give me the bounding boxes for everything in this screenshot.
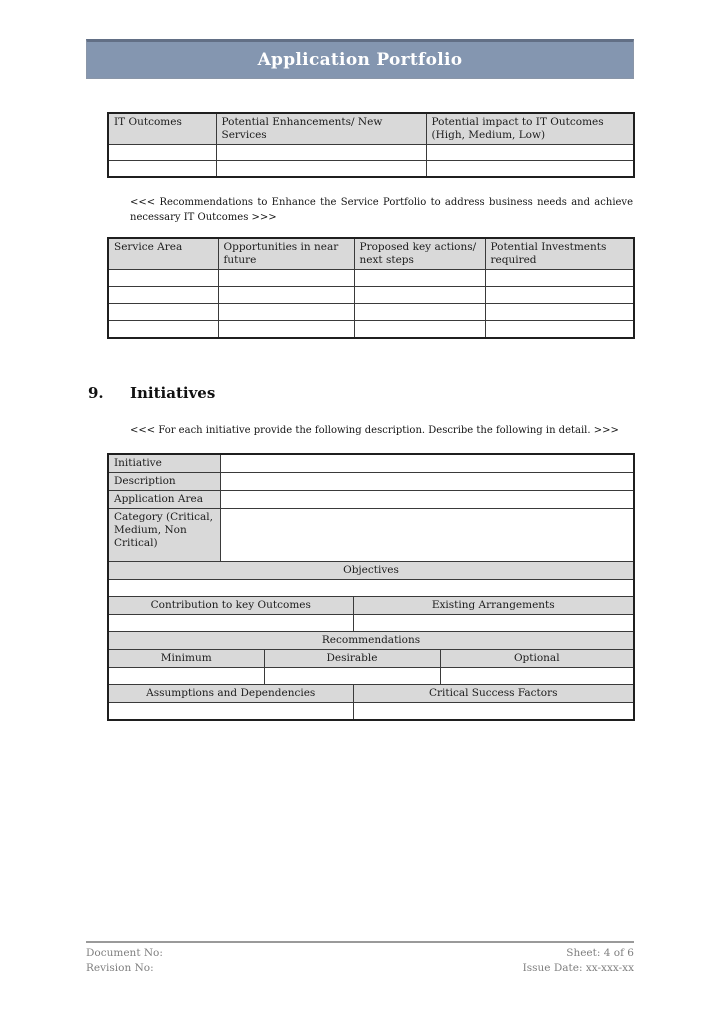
section-header: Optional bbox=[440, 650, 634, 668]
section-header-row bbox=[108, 650, 634, 668]
section-number: 9. bbox=[88, 384, 104, 402]
empty-cell bbox=[264, 668, 440, 685]
table-row bbox=[108, 145, 634, 161]
table-row bbox=[108, 287, 634, 304]
empty-cell bbox=[220, 454, 634, 473]
section-header: Recommendations bbox=[108, 632, 634, 650]
table-header-row bbox=[108, 113, 634, 145]
empty-cell bbox=[108, 703, 353, 721]
empty-cell bbox=[353, 703, 634, 721]
section-header: Desirable bbox=[264, 650, 440, 668]
table-row bbox=[108, 304, 634, 321]
empty-cell bbox=[218, 321, 354, 339]
empty-cell bbox=[108, 304, 218, 321]
section-header: Objectives bbox=[108, 562, 634, 580]
it-outcomes-table bbox=[107, 112, 635, 178]
document-no-label: Document No: bbox=[86, 947, 163, 959]
section-header: Existing Arrangements bbox=[353, 597, 634, 615]
field-label: Category (Critical, Medium, Non Critical) bbox=[108, 509, 220, 562]
table-row bbox=[108, 161, 634, 178]
empty-cell bbox=[485, 270, 634, 287]
empty-cell bbox=[108, 161, 216, 178]
column-header: Service Area bbox=[108, 238, 218, 270]
empty-cell bbox=[216, 161, 426, 178]
section-header-row bbox=[108, 562, 634, 580]
empty-cell bbox=[485, 287, 634, 304]
empty-cell bbox=[354, 321, 485, 339]
table-row bbox=[108, 270, 634, 287]
section-header-row bbox=[108, 597, 634, 615]
empty-cell bbox=[426, 145, 634, 161]
revision-no-label: Revision No: bbox=[86, 962, 154, 974]
empty-cell bbox=[218, 270, 354, 287]
service-area-table bbox=[107, 237, 635, 339]
field-row bbox=[108, 454, 634, 473]
section-header: Minimum bbox=[108, 650, 264, 668]
field-row bbox=[108, 491, 634, 509]
page-footer bbox=[86, 941, 634, 976]
table-row bbox=[108, 321, 634, 339]
issue-date-label: Issue Date: xx-xxx-xx bbox=[522, 962, 634, 974]
page-title: Application Portfolio bbox=[257, 50, 463, 70]
empty-cell bbox=[218, 304, 354, 321]
section-header-row bbox=[108, 632, 634, 650]
field-row bbox=[108, 473, 634, 491]
section-header-row bbox=[108, 685, 634, 703]
empty-cell bbox=[354, 287, 485, 304]
empty-cell bbox=[485, 304, 634, 321]
recommendations-note: <<< Recommendations to Enhance the Service Portfolio to address business needs and achieve necessary IT Outcomes >>> bbox=[130, 197, 633, 223]
column-header: IT Outcomes bbox=[108, 113, 216, 145]
empty-cell bbox=[108, 145, 216, 161]
empty-cell bbox=[108, 321, 218, 339]
empty-cell bbox=[353, 615, 634, 632]
section-heading bbox=[88, 384, 634, 402]
column-header: Potential Enhancements/ New Services bbox=[216, 113, 426, 145]
table-row bbox=[108, 668, 634, 685]
empty-cell bbox=[218, 287, 354, 304]
table-row bbox=[108, 615, 634, 632]
column-header: Potential impact to IT Outcomes (High, Medium, Low) bbox=[426, 113, 634, 145]
table-header-row bbox=[108, 238, 634, 270]
empty-cell bbox=[220, 491, 634, 509]
empty-cell bbox=[354, 304, 485, 321]
empty-cell bbox=[220, 473, 634, 491]
section-header: Assumptions and Dependencies bbox=[108, 685, 353, 703]
field-label: Application Area bbox=[108, 491, 220, 509]
title-banner bbox=[86, 39, 634, 79]
initiative-detail-table bbox=[107, 453, 635, 721]
section-title: Initiatives bbox=[130, 384, 216, 402]
empty-cell bbox=[216, 145, 426, 161]
initiatives-note: <<< For each initiative provide the following description. Describe the following in detail. >>> bbox=[130, 425, 619, 436]
table-row bbox=[108, 580, 634, 597]
empty-cell bbox=[108, 580, 634, 597]
empty-cell bbox=[108, 615, 353, 632]
section-header: Critical Success Factors bbox=[353, 685, 634, 703]
column-header: Proposed key actions/ next steps bbox=[354, 238, 485, 270]
sheet-label: Sheet: 4 of 6 bbox=[566, 947, 634, 959]
field-label: Initiative bbox=[108, 454, 220, 473]
empty-cell bbox=[108, 287, 218, 304]
empty-cell bbox=[426, 161, 634, 178]
field-label: Description bbox=[108, 473, 220, 491]
field-row bbox=[108, 509, 634, 562]
table-row bbox=[108, 703, 634, 721]
empty-cell bbox=[220, 509, 634, 562]
column-header: Potential Investments required bbox=[485, 238, 634, 270]
empty-cell bbox=[108, 270, 218, 287]
empty-cell bbox=[485, 321, 634, 339]
empty-cell bbox=[354, 270, 485, 287]
empty-cell bbox=[108, 668, 264, 685]
column-header: Opportunities in near future bbox=[218, 238, 354, 270]
footer-left bbox=[86, 946, 163, 976]
section-header: Contribution to key Outcomes bbox=[108, 597, 353, 615]
empty-cell bbox=[440, 668, 634, 685]
footer-right bbox=[523, 946, 634, 976]
